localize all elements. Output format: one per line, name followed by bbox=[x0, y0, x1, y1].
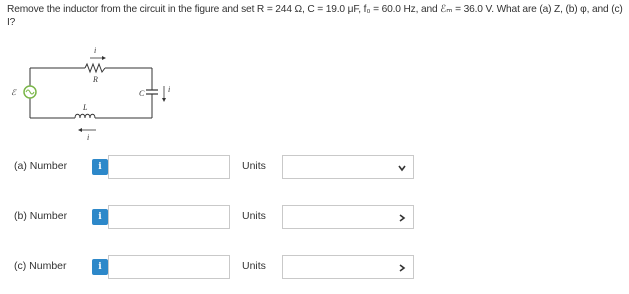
units-select-a[interactable] bbox=[282, 155, 414, 179]
answer-row-b bbox=[0, 205, 629, 229]
circuit-figure bbox=[0, 40, 175, 150]
label-L: L bbox=[83, 103, 88, 112]
chevron-right-icon bbox=[397, 263, 407, 273]
info-button-a[interactable]: i bbox=[92, 159, 108, 175]
units-label-c: Units bbox=[242, 260, 266, 272]
arrow-bottom-head bbox=[78, 128, 82, 132]
inductor-symbol bbox=[75, 114, 95, 118]
circuit-diagram bbox=[0, 40, 175, 150]
info-button-c[interactable]: i bbox=[92, 259, 108, 275]
chevron-down-icon bbox=[397, 163, 407, 173]
row-label-b: (b) Number bbox=[14, 210, 68, 222]
answer-row-a bbox=[0, 155, 629, 179]
label-emf: ℰ bbox=[11, 88, 16, 97]
info-button-b[interactable]: i bbox=[92, 209, 108, 225]
row-label-a: (a) Number bbox=[14, 160, 68, 172]
row-label-c: (c) Number bbox=[14, 260, 67, 272]
label-i-top: i bbox=[94, 46, 97, 55]
units-select-b[interactable] bbox=[282, 205, 414, 229]
units-select-c[interactable] bbox=[282, 255, 414, 279]
number-input-c[interactable] bbox=[108, 255, 230, 279]
arrow-right-head bbox=[162, 98, 166, 102]
label-i-bottom: i bbox=[87, 133, 90, 142]
label-C: C bbox=[139, 89, 145, 98]
resistor-symbol bbox=[85, 64, 105, 72]
arrow-top-head bbox=[102, 56, 106, 60]
number-input-b[interactable] bbox=[108, 205, 230, 229]
question-text: Remove the inductor from the circuit in the figure and set R = 244 Ω, C = 19.0 μF, f₀ = 60.0 Hz, and ℰₘ = 36.0 V. What are (a) Z, (b) φ, and (c) I? bbox=[7, 4, 623, 28]
chevron-right-icon bbox=[397, 213, 407, 223]
units-label-b: Units bbox=[242, 210, 266, 222]
answer-row-c bbox=[0, 255, 629, 279]
units-label-a: Units bbox=[242, 160, 266, 172]
label-i-right: i bbox=[168, 85, 171, 94]
number-input-a[interactable] bbox=[108, 155, 230, 179]
label-R: R bbox=[93, 75, 98, 84]
